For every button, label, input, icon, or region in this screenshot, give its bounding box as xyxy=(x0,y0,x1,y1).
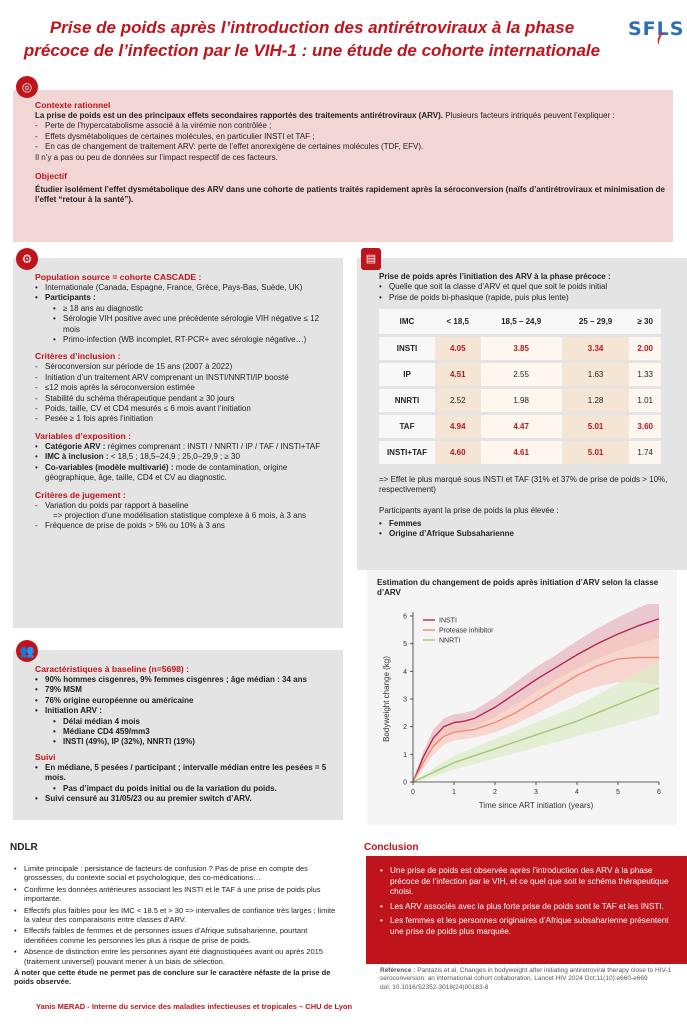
inclusion-heading: Critères d’inclusion : xyxy=(35,351,121,362)
table-row xyxy=(379,413,661,439)
objectif-heading: Objectif xyxy=(35,171,67,182)
ndlr-section xyxy=(14,864,342,987)
x-tick-label: 3 xyxy=(534,789,538,796)
table-cell: 1.01 xyxy=(629,387,661,413)
participants-text: Participants ayant la prise de poids la plus élevée : xyxy=(379,505,559,515)
list-item: - Initiation d’un traitement ARV comprenant un INSTI/NNRTI/IP boosté xyxy=(35,373,335,383)
table-row xyxy=(379,361,661,387)
population-heading: Population source = cohorte CASCADE : xyxy=(35,272,202,282)
table-cell: 4.60 xyxy=(435,439,481,465)
table-cell: 4.61 xyxy=(481,439,562,465)
list-item: - Stabilité du schéma thérapeutique pendant ≥ 30 jours xyxy=(35,394,335,404)
list-item: • Effectifs faibles de femmes et de personnes issues d’Afrique subsaharienne, pourtant identifiées comme les personnes les plus à risque de prise de poids. xyxy=(14,926,342,945)
clipboard-icon: ▤ xyxy=(361,248,381,270)
context-intro: La prise de poids est un des principaux effets secondaires rapportés des traitements antirétroviraux (ARV). Plusieurs facteurs intriqués peuvent l’expliquer : xyxy=(35,111,615,120)
table-header: ≥ 30 xyxy=(629,309,661,335)
table-cell: 4.94 xyxy=(435,413,481,439)
list-item: • Pas d’impact du poids initial ou de la variation du poids. xyxy=(35,784,335,794)
table-cell: 4.05 xyxy=(435,335,481,361)
context-closing: Il n’y a pas ou peu de données sur l’impact respectif de ces facteurs. xyxy=(35,152,278,162)
ndlr-closing: À noter que cette étude ne permet pas de conclure sur le caractère néfaste de la prise de poids observée. xyxy=(14,968,331,987)
list-item: • Origine d’Afrique Subsaharienne xyxy=(379,529,679,539)
gear-icon: ⚙ xyxy=(16,248,38,270)
list-item: • Les femmes et les personnes originaires d’Afrique subsaharienne présentent une prise de poids plus marquée. xyxy=(380,916,675,937)
list-item: • Limite principale : persistance de facteurs de confusion ? Pas de prise en compte des grossesses, du contexte social et psychologique, des co-médications… xyxy=(14,864,342,883)
x-tick-label: 0 xyxy=(411,789,415,796)
table-cell: 3.60 xyxy=(629,413,661,439)
table-cell: 1.63 xyxy=(562,361,630,387)
table-row xyxy=(379,335,661,361)
table-cell: 4.51 xyxy=(435,361,481,387)
x-tick-label: 1 xyxy=(452,789,456,796)
poster-title xyxy=(12,16,612,62)
baseline-heading: Caractéristiques à baseline (n=5698) : xyxy=(35,664,190,674)
table-header-row xyxy=(379,309,661,335)
y-axis-label: Bodyweight change (kg) xyxy=(382,656,391,742)
legend-label: INSTI xyxy=(439,617,457,625)
logo-text: SFLS xyxy=(628,18,685,40)
y-tick-label: 3 xyxy=(403,696,407,704)
list-item: • Quelle que soit la classe d’ARV et quel que soit le poids initial xyxy=(379,282,679,292)
x-axis-label: Time since ART initiation (years) xyxy=(478,801,594,810)
list-item: • 76% origine européenne ou américaine xyxy=(35,696,335,706)
table-cell: TAF xyxy=(379,413,435,439)
list-item: • Confirme les données antérieures associant les INSTI et le TAF à une prise de poids plus importante. xyxy=(14,885,342,904)
results-heading: Prise de poids après l’initiation des ARV à la phase précoce : xyxy=(379,272,611,281)
table-header: 25 – 29,9 xyxy=(562,309,630,335)
list-item: - Pesée ≥ 1 fois après l’initiation xyxy=(35,414,335,424)
objectif-text: Étudier isolément l’effet dysmétabolique des ARV dans une cohorte de patients traités rapidement après la séroconversion (naïfs d’antirétroviraux et minimisation de l’effet “retour à la santé”). xyxy=(35,185,665,205)
list-item: - Poids, taille, CV et CD4 mesurés ≤ 6 mois avant l’initiation xyxy=(35,404,335,414)
x-tick-label: 6 xyxy=(657,789,661,796)
list-item: • ≥ 18 ans au diagnostic xyxy=(35,304,335,314)
table-header: IMC xyxy=(379,309,435,335)
people-icon: 👥 xyxy=(16,640,38,662)
list-item: • Initiation ARV : xyxy=(35,706,335,716)
y-tick-label: 0 xyxy=(403,779,407,787)
sfls-logo xyxy=(628,18,685,60)
list-item: • IMC à inclusion : < 18,5 ; 18,5–24,9 ; 25,0–29,9 ; ≥ 30 xyxy=(35,452,335,462)
list-item: - Séroconversion sur période de 15 ans (2007 à 2022) xyxy=(35,362,335,372)
table-cell: 1.74 xyxy=(629,439,661,465)
variables-heading: Variables d’exposition : xyxy=(35,430,131,441)
list-item: • En médiane, 5 pesées / participant ; intervalle médian entre les pesées = 5 mois. xyxy=(35,763,335,784)
context-panel xyxy=(13,80,673,242)
table-cell: 5.01 xyxy=(562,413,630,439)
list-item: • Absence de distinction entre les personnes ayant été diagnostiquées avant ou après 2015 (traitement universel) pouvant mener à un biais de sélection. xyxy=(14,947,342,966)
table-cell: 4.47 xyxy=(481,413,562,439)
reference-doi: doi: 10.1016/S2352-3018(24)00183-8 xyxy=(380,983,489,991)
target-icon: ◎ xyxy=(16,76,38,98)
list-item: • Sérologie VIH positive avec une précédente sérologie VIH négative ≤ 12 mois xyxy=(35,314,335,335)
legend-label: NNRTI xyxy=(439,637,461,645)
list-item: • Prise de poids bi-phasique (rapide, puis plus lente) xyxy=(379,293,679,303)
ndlr-heading: NDLR xyxy=(10,842,38,853)
list-item: • Effectifs plus faibles pour les IMC < 18.5 et > 30 => intervalles de confiance très larges ; limite la valeur des comparaisons entre classes d’ARV. xyxy=(14,906,342,925)
list-item: • Catégorie ARV : régimes comprenant : INSTI / NNRTI / IP / TAF / INSTI+TAF xyxy=(35,442,335,452)
y-tick-label: 6 xyxy=(403,613,407,621)
list-item: - Fréquence de prise de poids > 5% ou 10% à 3 ans xyxy=(35,521,335,531)
list-item: • 90% hommes cisgenres, 9% femmes cisgenres ; âge médian : 34 ans xyxy=(35,675,335,685)
results-panel xyxy=(357,253,687,570)
list-item: - Perte de l’hypercatabolisme associé à la virémie non contrôlée ; xyxy=(35,121,665,131)
list-item: - En cas de changement de traitement ARV: perte de l’effet anorexigène de certaines molécules (TDF, EFV). xyxy=(35,142,665,152)
effect-text: => Effet le plus marqué sous INSTI et TAF (31% et 37% de prise de poids > 10%, respectivement) xyxy=(379,474,668,495)
list-item: • Participants : xyxy=(35,293,335,303)
y-tick-label: 5 xyxy=(403,641,407,649)
x-tick-label: 4 xyxy=(575,789,579,796)
list-item: • Une prise de poids est observée après l’introduction des ARV à la phase précoce de l’infection par le VIH, et ce quel que soit le schéma thérapeutique choisi. xyxy=(380,866,675,898)
methods-panel xyxy=(13,252,343,628)
table-cell: 2.00 xyxy=(629,335,661,361)
table-cell: 2.52 xyxy=(435,387,481,413)
list-item: • Délai médian 4 mois xyxy=(35,717,335,727)
list-item: - Variation du poids par rapport à baseline xyxy=(35,501,335,511)
table-cell: 1.98 xyxy=(481,387,562,413)
baseline-panel xyxy=(13,644,343,820)
y-tick-label: 4 xyxy=(403,668,407,676)
table-cell: 3.85 xyxy=(481,335,562,361)
legend-label: Protease inhibitor xyxy=(439,627,494,635)
list-item: • Suivi censuré au 31/05/23 ou au premier switch d’ARV. xyxy=(35,794,335,804)
context-list xyxy=(35,121,665,152)
x-tick-label: 2 xyxy=(493,789,497,796)
list-item: • Internationale (Canada, Espagne, France, Grèce, Pays-Bas, Suède, UK) xyxy=(35,283,335,293)
list-item: • Primo-infection (WB incomplet, RT-PCR+ avec sérologie négative…) xyxy=(35,335,335,345)
reference: Référence : Pantazis et al, Changes in bodyweight after initiating antiretroviral therapy close to HIV-1 seroconversion: an international cohort collaboration. Lancet HIV 2024 Oct;11(10):e660-e669 doi: 10.1016/S2352-3018(24)00183-8 xyxy=(380,967,672,991)
list-item: • Médiane CD4 459/mm3 xyxy=(35,727,335,737)
list-item: • Co-variables (modèle multivarié) : mode de contamination, origine géographique, âge, taille, CD4 et CV au diagnostic. xyxy=(35,463,335,484)
conclusion-heading: Conclusion xyxy=(364,842,419,853)
list-item: • INSTI (49%), IP (32%), NNRTI (19%) xyxy=(35,737,335,747)
judgement-heading: Critères de jugement : xyxy=(35,489,126,500)
table-cell: IP xyxy=(379,361,435,387)
list-item: • Femmes xyxy=(379,519,679,529)
y-tick-label: 1 xyxy=(403,751,407,759)
context-heading: Contexte rationnel xyxy=(35,100,111,110)
table-cell: 1.28 xyxy=(562,387,630,413)
table-cell: 3.34 xyxy=(562,335,630,361)
table-header: < 18,5 xyxy=(435,309,481,335)
x-tick-label: 5 xyxy=(616,789,620,796)
imc-table xyxy=(379,309,661,467)
conclusion-box xyxy=(366,856,687,964)
poster-title-line2: précoce de l’infection par le VIH-1 : une étude de cohorte internationale xyxy=(23,41,601,60)
table-cell: 1.33 xyxy=(629,361,661,387)
poster-title-line1: Prise de poids après l’introduction des antirétroviraux à la phase xyxy=(49,18,575,37)
chart-title: Estimation du changement de poids après initiation d’ARV selon la classe d’ARV xyxy=(377,578,659,598)
list-item: - Effets dysmétaboliques de certaines molécules, en particulier INSTI et TAF ; xyxy=(35,132,665,142)
table-cell: 2.55 xyxy=(481,361,562,387)
table-row xyxy=(379,387,661,413)
table-cell: INSTI xyxy=(379,335,435,361)
table-cell: 5.01 xyxy=(562,439,630,465)
footer-author: Yanis MERAD - Interne du service des maladies infectieuses et tropicales – CHU de Lyon xyxy=(36,1002,353,1011)
table-cell: NNRTI xyxy=(379,387,435,413)
list-item: => projection d’une modélisation statistique complexe à 6 mois, à 3 ans xyxy=(53,510,307,520)
table-cell: INSTI+TAF xyxy=(379,439,435,465)
y-tick-label: 2 xyxy=(403,724,407,732)
list-item: - ≤12 mois après la séroconversion estimée xyxy=(35,383,335,393)
chart-panel xyxy=(367,570,677,825)
table-row xyxy=(379,439,661,465)
list-item: • Les ARV associés avec la plus forte prise de poids sont le TAF et les INSTI. xyxy=(380,902,675,913)
table-header: 18,5 – 24,9 xyxy=(481,309,562,335)
list-item: • 79% MSM xyxy=(35,685,335,695)
weight-change-chart xyxy=(367,604,677,824)
suivi-heading: Suivi xyxy=(35,751,56,762)
